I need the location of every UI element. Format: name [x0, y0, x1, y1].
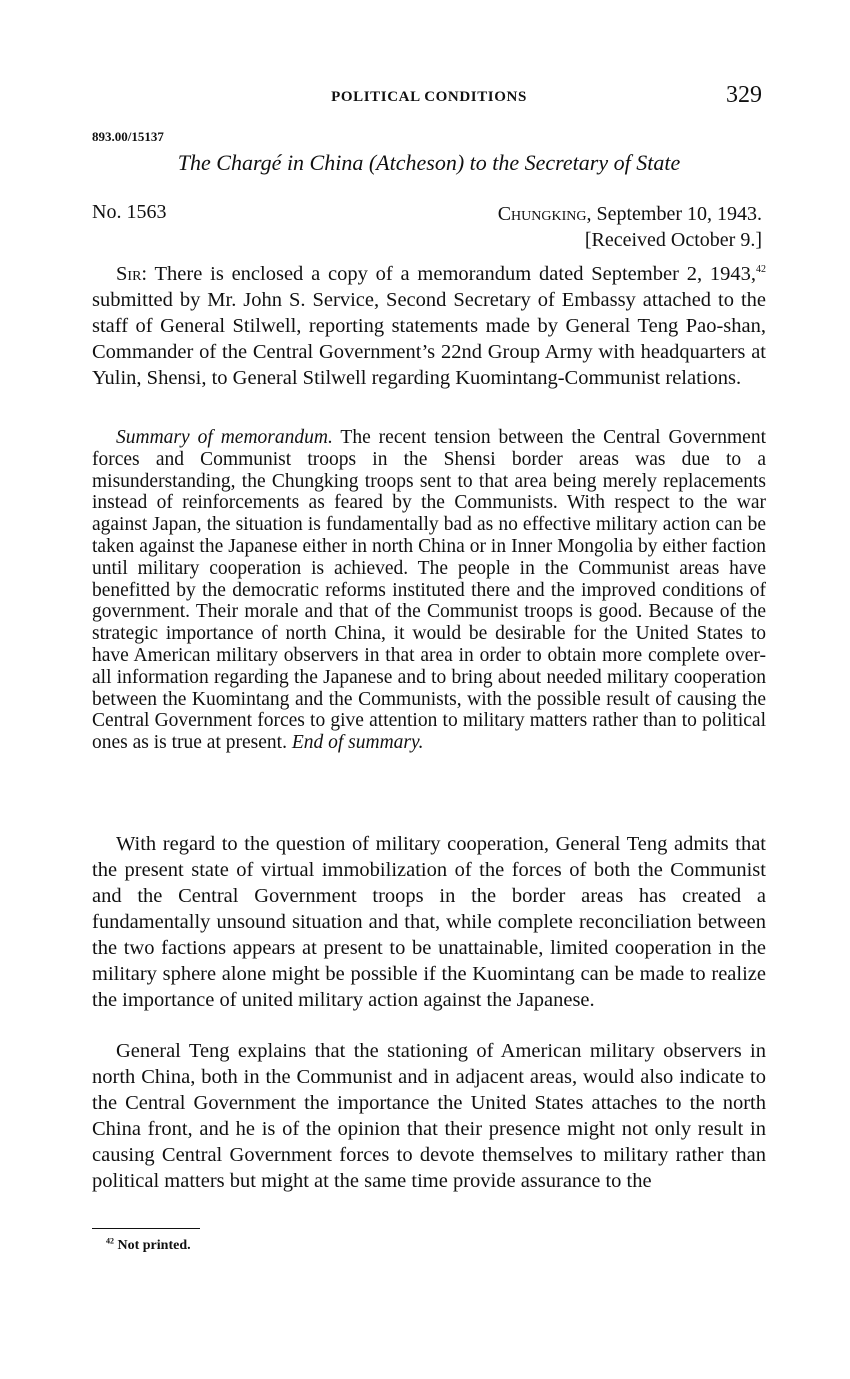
paragraph-text: submitted by Mr. John S. Service, Second Secretary of Embassy attached to the staff of General Stilwell, reporting statements made by General Teng Pao-shan, Commander of the Central Government’s 22nd Group Army with headquarters at Yulin, Shensi, to General Stilwell regarding Kuomintang-Communist relations.	[92, 289, 766, 389]
running-title: POLITICAL CONDITIONS	[331, 89, 527, 105]
footnote	[106, 1238, 191, 1254]
document-number: No. 1563	[92, 201, 167, 223]
paragraph-text: There is enclosed a copy of a memorandum dated September 2, 1943,	[147, 263, 756, 285]
paragraph-observers	[92, 1038, 766, 1194]
paragraph-text: General Teng explains that the stationing of American military observers in north China, both in the Communist and in adjacent areas, would also indicate to the Central Government the importance the United States attaches to the north China front, and he is of the opinion that their presence might not only result in causing Central Government forces to devote themselves to military rather than political matters but might at the same time provide assurance to the	[92, 1040, 766, 1192]
file-number: 893.00/15137	[92, 129, 164, 144]
paragraph-military-cooperation	[92, 831, 766, 1013]
paragraph-text: With regard to the question of military cooperation, General Teng admits that the present state of virtual immobilization of the forces of both the Communist and the Central Government troops in the border areas has created a fundamentally unsound situation and that, while complete reconciliation between the two factions appears at present to be unattainable, limited cooperation in the military sphere alone might be possible if the Kuomintang can be made to realize the importance of united military action against the Japanese.	[92, 833, 766, 1011]
salutation: Sir:	[116, 263, 148, 285]
summary-end: End of summary.	[291, 732, 424, 754]
dateline	[498, 201, 762, 253]
page-number: 329	[726, 82, 762, 108]
paragraph-summary	[92, 427, 766, 754]
dateline-place: Chungking	[497, 203, 587, 225]
summary-label: Summary of memorandum.	[116, 427, 333, 448]
footnote-reference: 42	[756, 264, 766, 276]
paragraph-sir	[92, 261, 766, 391]
running-head	[92, 82, 766, 110]
footnote-rule	[92, 1228, 200, 1229]
date-line	[498, 201, 762, 227]
footnote-marker: 42	[106, 1236, 114, 1246]
footnote-text: Not printed.	[117, 1238, 191, 1253]
received-line: [Received October 9.]	[584, 229, 762, 251]
summary-text: The recent tension between the Central Government forces and Communist troops in the Shensi border areas was due to a misunderstanding, the Chungking troops sent to that area being merely replacements instead of reinforcements as feared by the Communists. With respect to the war against Japan, the situation is fundamentally bad as no effective military action can be taken against the Japanese either in north China or in Inner Mongolia by either faction until military cooperation is achieved. The people in the Communist areas have benefitted by the democratic reforms instituted there and the improved conditions of government. Their morale and that of the Communist troops is good. Because of the strategic importance of north China, it would be desirable for the United States to have American military observers in that area in order to obtain more complete over-all information regarding the Japanese and to bring about needed military cooperation between the Kuomintang and the Communists, with the possible result of causing the Central Government forces to give attention to military matters rather than to political ones as is true at present.	[92, 427, 766, 754]
dateline-date: , September 10, 1943.	[586, 203, 762, 225]
document-heading: The Chargé in China (Atcheson) to the Secretary of State	[177, 150, 681, 175]
